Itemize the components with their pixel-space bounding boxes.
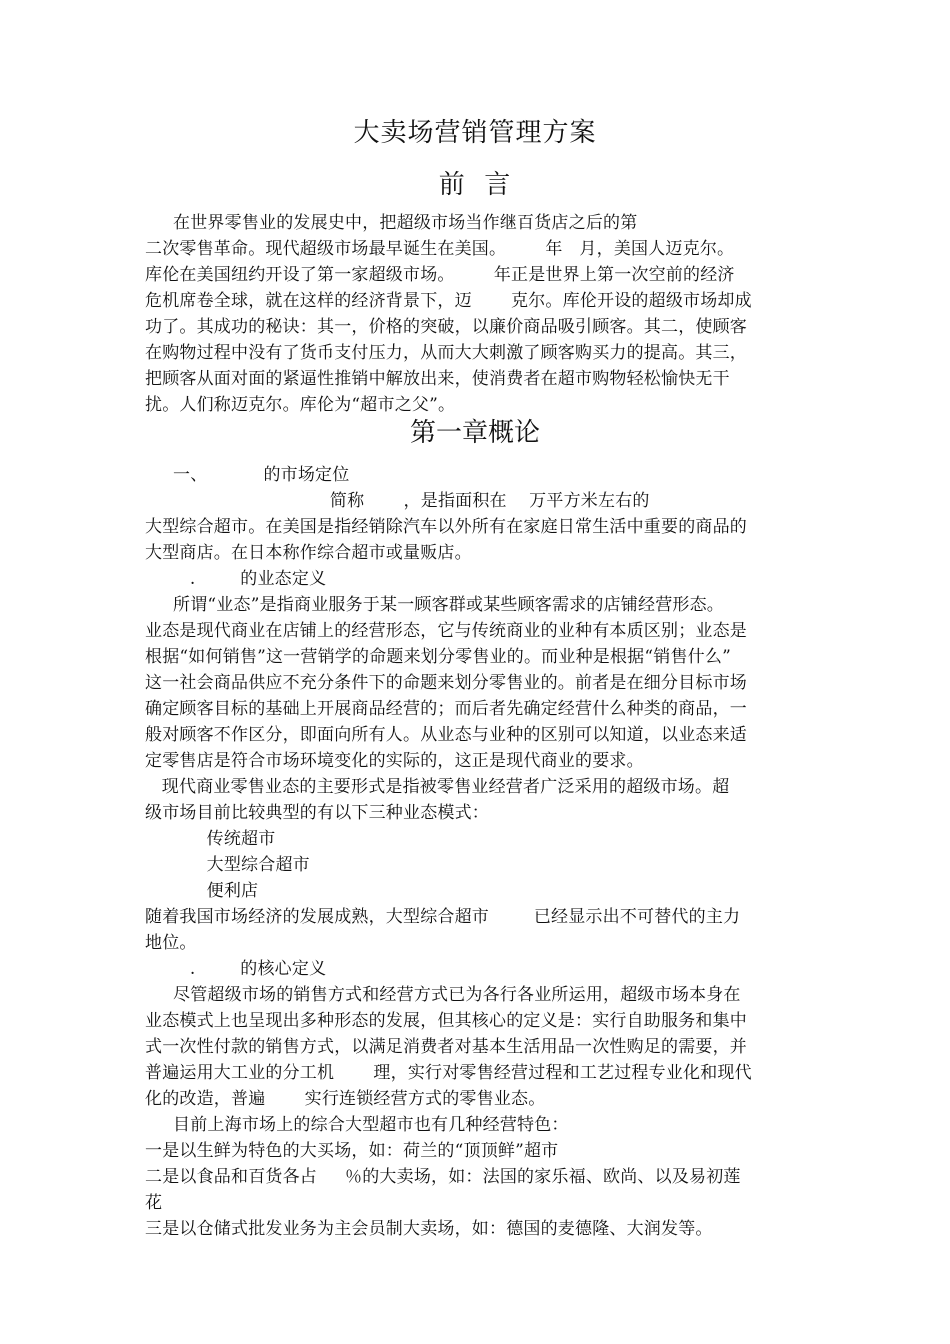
paragraph-line: 危机席卷全球，就在这样的经济背景下，迈 克尔。库伦开设的超级市场却成 [145,291,752,311]
list-item: 便利店 [145,881,259,901]
paragraph-line: 库伦在美国纽约开设了第一家超级市场。 年正是世界上第一次空前的经济 [145,265,735,285]
paragraph-line: 功了。其成功的秘诀：其一，价格的突破，以廉价商品吸引顾客。其二，使顾客 [145,317,747,337]
paragraph-line: 业态是现代商业在店铺上的经营形态，它与传统商业的业种有本质区别；业态是 [145,621,747,641]
document-title: 大卖场营销管理方案 [353,118,597,148]
paragraph-line: 把顾客从面对面的紧逼性推销中解放出来，使消费者在超市购物轻松愉快无干 [145,369,730,389]
paragraph-line: 二次零售革命。现代超级市场最早诞生在美国。 年 月，美国人迈克尔。 [145,239,735,259]
paragraph-line: 地位。 [145,933,197,953]
list-item: 二是以食品和百货各占 ％的大卖场，如：法国的家乐福、欧尚、以及易初莲 [145,1167,741,1187]
list-item-continuation: 花 [145,1193,163,1213]
paragraph-line: 现代商业零售业态的主要形式是指被零售业经营者广泛采用的超级市场。超 [145,777,730,797]
paragraph-line: 目前上海市场上的综合大型超市也有几种经营特色： [145,1115,569,1135]
section-heading: 一、 的市场定位 [145,465,350,485]
paragraph-line: 所谓“业态”是指商业服务于某一顾客群或某些顾客需求的店铺经营形态。 [145,595,724,615]
paragraph-line: 确定顾客目标的基础上开展商品经营的；而后者先确定经营什么种类的商品，一 [145,699,747,719]
paragraph-line: 化的改造，普遍 实行连锁经营方式的零售业态。 [145,1089,546,1109]
paragraph-line: 定零售店是符合市场环境变化的实际的，这正是现代商业的要求。 [145,751,644,771]
subsection-heading: . 的业态定义 [145,569,327,589]
paragraph-line: 这一社会商品供应不充分条件下的命题来划分零售业的。前者是在细分目标市场 [145,673,747,693]
paragraph-line: 普遍运用大工业的分工机 理，实行对零售经营过程和工艺过程专业化和现代 [145,1063,752,1083]
paragraph-line: 业态模式上也呈现出多种形态的发展，但其核心的定义是：实行自助服务和集中 [145,1011,747,1031]
paragraph-line: 在购物过程中没有了货币支付压力，从而大大刺激了顾客购买力的提高。其三， [145,343,747,363]
list-item: 三是以仓储式批发业务为主会员制大卖场，如：德国的麦德隆、大润发等。 [145,1219,713,1239]
paragraph-line: 随着我国市场经济的发展成熟，大型综合超市 已经显示出不可替代的主力 [145,907,741,927]
chapter-heading: 第一章概论 [409,418,540,448]
paragraph-line: 扰。人们称迈克尔。库伦为“超市之父”。 [145,395,456,415]
paragraph-line: 式一次性付款的销售方式，以满足消费者对基本生活用品一次性购足的需要，并 [145,1037,747,1057]
paragraph-line: 简称 ，是指面积在 万平方米左右的 [145,491,650,511]
list-item: 大型综合超市 [145,855,310,875]
preface-heading: 前 言 [438,170,512,200]
paragraph-line: 级市场目前比较典型的有以下三种业态模式： [145,803,489,823]
paragraph-line: 根据“如何销售”这一营销学的命题来划分零售业的。而业种是根据“销售什么” [145,647,731,667]
paragraph-line: 尽管超级市场的销售方式和经营方式已为各行各业所运用，超级市场本身在 [145,985,741,1005]
list-item: 传统超市 [145,829,276,849]
list-item: 一是以生鲜为特色的大买场，如：荷兰的“顶顶鲜”超市 [145,1141,559,1161]
paragraph-line: 在世界零售业的发展史中，把超级市场当作继百货店之后的第 [145,213,638,233]
subsection-heading: . 的核心定义 [145,959,327,979]
paragraph-line: 大型综合超市。在美国是指经销除汽车以外所有在家庭日常生活中重要的商品的 [145,517,747,537]
paragraph-line: 般对顾客不作区分，即面向所有人。从业态与业种的区别可以知道，以业态来适 [145,725,747,745]
paragraph-line: 大型商店。在日本称作综合超市或量贩店。 [145,543,472,563]
